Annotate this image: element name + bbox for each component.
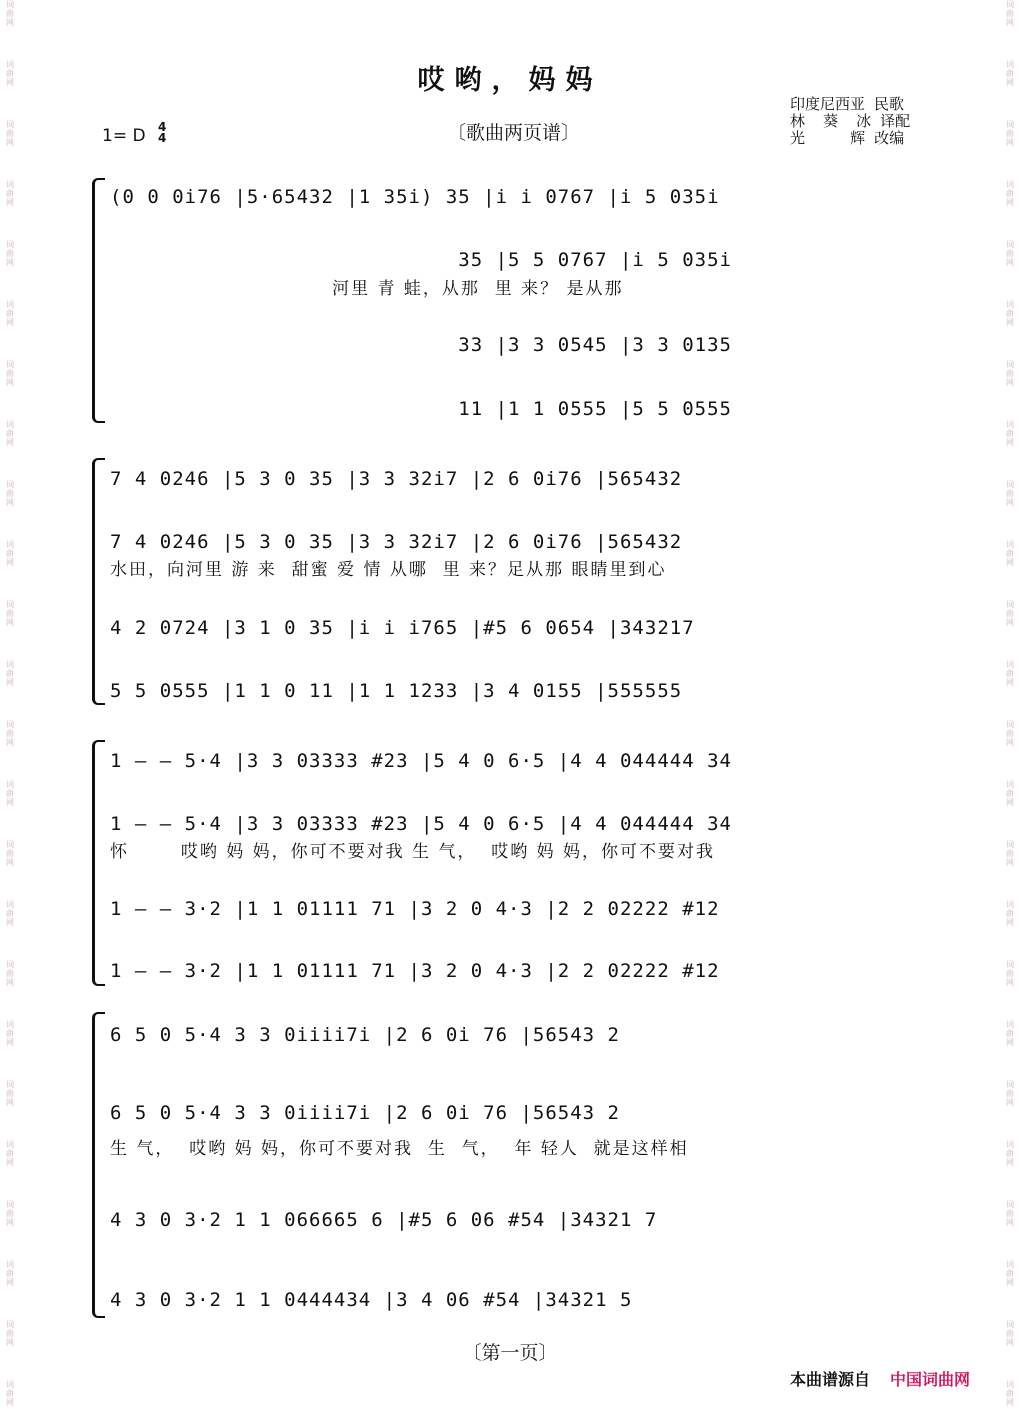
voice-3-notes: 33 |3 3 0545 |3 3 0135 — [110, 334, 732, 356]
watermark-mark: 词 曲 网 — [1006, 720, 1014, 747]
watermark-mark: 词 曲 网 — [6, 720, 14, 747]
voice-4-notes: 5 5 0555 |1 1 0 11 |1 1 1233 |3 4 0155 |555555 — [110, 680, 683, 702]
watermark-mark: 词 曲 网 — [1006, 240, 1014, 267]
system-brace — [92, 1012, 105, 1318]
watermark-mark: 词 曲 网 — [1006, 840, 1014, 867]
watermark-mark: 词 曲 网 — [1006, 1380, 1014, 1407]
voice-1-notes: 6 5 0 5·4 3 3 0iiii7i |2 6 0i 76 |56543 2 — [110, 1024, 620, 1046]
time-top: 4 — [158, 120, 167, 134]
score-system-4 — [92, 1012, 950, 1318]
voice-4-notes: 1 — — 3·2 |1 1 01111 71 |3 2 0 4·3 |2 2 02222 #12 — [110, 960, 720, 982]
watermark-mark: 词 曲 网 — [1006, 1140, 1014, 1167]
watermark-mark: 词 曲 网 — [6, 0, 14, 27]
watermark-mark: 词 曲 网 — [6, 420, 14, 447]
voice-1-notes: 7 4 0246 |5 3 0 35 |3 3 32i7 |2 6 0i76 |565432 — [110, 468, 683, 490]
watermark-mark: 词 曲 网 — [6, 120, 14, 147]
watermark-mark: 词 曲 网 — [6, 480, 14, 507]
watermark-mark: 词 曲 网 — [6, 1380, 14, 1407]
system-brace — [92, 740, 105, 986]
score-system-3 — [92, 740, 950, 986]
watermark-mark: 词 曲 网 — [1006, 540, 1014, 567]
time-signature — [158, 122, 166, 144]
watermark-mark: 词 曲 网 — [6, 1080, 14, 1107]
watermark-mark: 词 曲 网 — [1006, 1020, 1014, 1047]
watermark-mark: 词 曲 网 — [1006, 120, 1014, 147]
lyric-line: 怀 哎哟 妈 妈，你可不要对我 生 气， 哎哟 妈 妈，你可不要对我 — [110, 842, 716, 862]
voice-4-notes: 11 |1 1 0555 |5 5 0555 — [110, 398, 732, 420]
key-signature: 1= D — [102, 126, 146, 146]
watermark-mark: 词 曲 网 — [1006, 1080, 1014, 1107]
watermark-mark: 词 曲 网 — [1006, 60, 1014, 87]
watermark-strip-left — [2, 0, 18, 1417]
watermark-mark: 词 曲 网 — [6, 540, 14, 567]
score-system-2 — [92, 458, 950, 705]
watermark-mark: 词 曲 网 — [1006, 360, 1014, 387]
watermark-mark: 词 曲 网 — [6, 240, 14, 267]
credits — [790, 96, 910, 147]
source-credit — [790, 1367, 970, 1390]
watermark-mark: 词 曲 网 — [6, 1020, 14, 1047]
subtitle: 〔歌曲两页谱〕 — [447, 122, 581, 144]
watermark-mark: 词 曲 网 — [1006, 660, 1014, 687]
voice-2-notes: 1 — — 5·4 |3 3 03333 #23 |5 4 0 6·5 |4 4 044444 34 — [110, 813, 732, 835]
credit-arranger: 光 辉 改编 — [790, 129, 905, 147]
watermark-mark: 词 曲 网 — [1006, 1200, 1014, 1227]
watermark-mark: 词 曲 网 — [6, 600, 14, 627]
credit-origin: 印度尼西亚 民歌 — [790, 95, 905, 113]
watermark-mark: 词 曲 网 — [6, 1200, 14, 1227]
voice-4-notes: 4 3 0 3·2 1 1 0444434 |3 4 06 #54 |34321 5 — [110, 1289, 633, 1311]
watermark-mark: 词 曲 网 — [1006, 420, 1014, 447]
voice-3-notes: 1 — — 3·2 |1 1 01111 71 |3 2 0 4·3 |2 2 02222 #12 — [110, 898, 720, 920]
watermark-strip-right — [1002, 0, 1018, 1417]
watermark-mark: 词 曲 网 — [1006, 960, 1014, 987]
voice-1-notes: (0 0 0i76 |5·65432 |1 35i) 35 |i i 0767 |i 5 035i — [110, 186, 720, 208]
lyric-line: 水田，向河里 游 来 甜蜜 爱 情 从哪 里 来？足从那 眼睛里到心 — [110, 560, 667, 580]
watermark-mark: 词 曲 网 — [1006, 300, 1014, 327]
time-bottom: 4 — [158, 131, 167, 145]
watermark-mark: 词 曲 网 — [6, 1320, 14, 1347]
watermark-mark: 词 曲 网 — [6, 840, 14, 867]
system-brace — [92, 178, 105, 423]
credit-translator: 林 葵 冰 译配 — [790, 112, 911, 130]
watermark-mark: 词 曲 网 — [6, 900, 14, 927]
watermark-mark: 词 曲 网 — [1006, 780, 1014, 807]
watermark-mark: 词 曲 网 — [6, 780, 14, 807]
watermark-mark: 词 曲 网 — [6, 660, 14, 687]
watermark-mark: 词 曲 网 — [6, 360, 14, 387]
song-title: 哎哟，妈妈 — [417, 65, 603, 96]
lyric-line: 生 气， 哎哟 妈 妈，你可不要对我 生 气， 年 轻人 就是这样相 — [110, 1139, 689, 1159]
watermark-mark: 词 曲 网 — [1006, 900, 1014, 927]
page-number: 〔第一页〕 — [462, 1342, 558, 1364]
source-label: 本曲谱源自 — [790, 1370, 871, 1389]
watermark-mark: 词 曲 网 — [1006, 0, 1014, 27]
system-brace — [92, 458, 105, 705]
watermark-mark: 词 曲 网 — [1006, 1320, 1014, 1347]
voice-3-notes: 4 2 0724 |3 1 0 35 |i i i765 |#5 6 0654 |343217 — [110, 617, 695, 639]
watermark-mark: 词 曲 网 — [1006, 180, 1014, 207]
lyric-line: 河里 青 蛙，从那 里 来？ 是从那 — [110, 279, 624, 299]
watermark-mark: 词 曲 网 — [6, 180, 14, 207]
watermark-mark: 词 曲 网 — [1006, 600, 1014, 627]
watermark-mark: 词 曲 网 — [6, 300, 14, 327]
voice-2-notes: 6 5 0 5·4 3 3 0iiii7i |2 6 0i 76 |56543 2 — [110, 1102, 620, 1124]
watermark-mark: 词 曲 网 — [6, 960, 14, 987]
voice-2-notes: 35 |5 5 0767 |i 5 035i — [110, 249, 732, 271]
score-system-1 — [92, 178, 950, 423]
watermark-mark: 词 曲 网 — [6, 60, 14, 87]
source-site-link[interactable]: 中国词曲网 — [890, 1370, 971, 1389]
voice-2-notes: 7 4 0246 |5 3 0 35 |3 3 32i7 |2 6 0i76 |565432 — [110, 531, 683, 553]
watermark-mark: 词 曲 网 — [6, 1140, 14, 1167]
watermark-mark: 词 曲 网 — [1006, 1260, 1014, 1287]
voice-1-notes: 1 — — 5·4 |3 3 03333 #23 |5 4 0 6·5 |4 4 044444 34 — [110, 750, 732, 772]
watermark-mark: 词 曲 网 — [1006, 480, 1014, 507]
voice-3-notes: 4 3 0 3·2 1 1 066665 6 |#5 6 06 #54 |34321 7 — [110, 1209, 658, 1231]
watermark-mark: 词 曲 网 — [6, 1260, 14, 1287]
